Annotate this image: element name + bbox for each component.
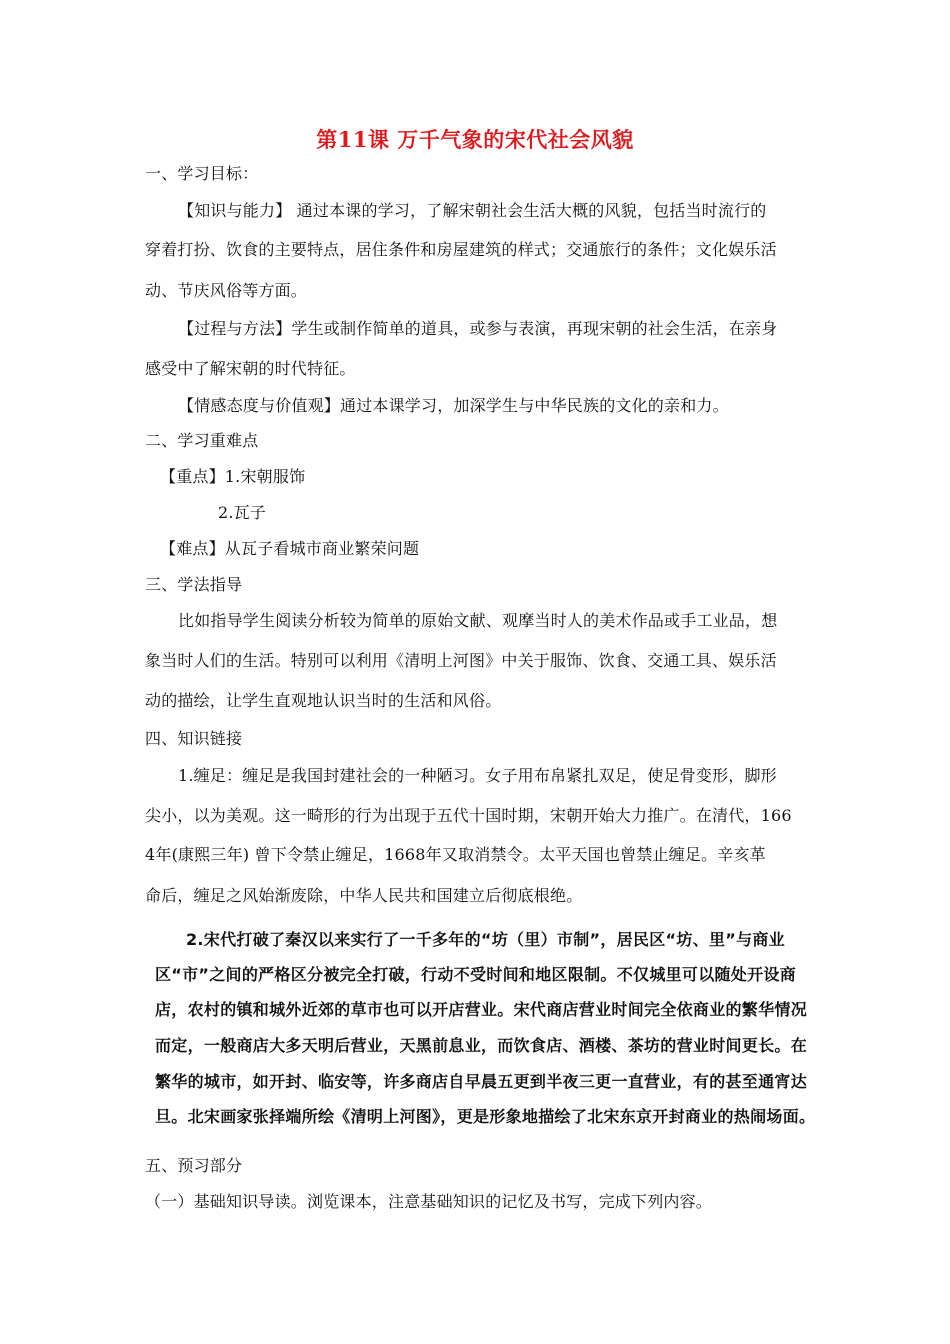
emotion-goal-line: 【情感态度与价值观】通过本课学习，加深学生与中华民族的文化的亲和力。	[178, 396, 729, 415]
market-line-2: 区“市”之间的严格区分被完全打破，行动不受时间和地区限制。不仅城里可以随处开设商	[155, 965, 797, 984]
method-line-1: 比如指导学生阅读分析较为简单的原始文献、观摩当时人的美术作品或手工业品，想	[178, 611, 778, 630]
market-line-6: 旦。北宋画家张择端所绘《清明上河图》，更是形象地描绘了北宋东京开封商业的热闹场面。	[155, 1107, 816, 1126]
method-line-2: 象当时人们的生活。特别可以利用《清明上河图》中关于服饰、饮食、交通工具、娱乐活	[145, 651, 777, 670]
footbinding-line-1: 1.缠足：缠足是我国封建社会的一种陋习。女子用布帛紧扎双足，使足骨变形，脚形	[178, 766, 777, 785]
knowledge-goal-line-2: 穿着打扮、饮食的主要特点，居住条件和房屋建筑的样式；交通旅行的条件；文化娱乐活	[145, 240, 777, 259]
section-4-heading: 四、知识链接	[145, 729, 243, 748]
preview-basic-reading: （一）基础知识导读。浏览课本，注意基础知识的记忆及书写，完成下列内容。	[145, 1192, 713, 1211]
page-title: 第11课 万千气象的宋代社会风貌	[316, 127, 634, 152]
knowledge-goal-line-1: 【知识与能力】 通过本课的学习，了解宋朝社会生活大概的风貌，包括当时流行的	[178, 201, 767, 220]
footbinding-line-3: 4年(康熙三年) 曾下令禁止缠足，1668年又取消禁令。太平天国也曾禁止缠足。辛亥革	[145, 845, 766, 864]
section-5-heading: 五、预习部分	[145, 1156, 243, 1175]
process-goal-line-1: 【过程与方法】学生或制作简单的道具，或参与表演，再现宋朝的社会生活，在亲身	[178, 319, 778, 338]
market-line-3: 店，农村的镇和城外近郊的草市也可以开店营业。宋代商店营业时间完全依商业的繁华情况	[155, 1000, 808, 1019]
method-line-3: 动的描绘，让学生直观地认识当时的生活和风俗。	[145, 691, 502, 710]
footbinding-line-2: 尖小，以为美观。这一畸形的行为出现于五代十国时期，宋朝开始大力推广。在清代，166	[145, 806, 792, 825]
process-goal-line-2: 感受中了解宋朝的时代特征。	[145, 359, 356, 378]
difficulty-point: 【难点】从瓦子看城市商业繁荣问题	[160, 539, 420, 558]
section-1-heading: 一、学习目标：	[145, 164, 259, 183]
key-point-2: 2.瓦子	[218, 503, 267, 522]
section-2-heading: 二、学习重难点	[145, 431, 259, 450]
section-3-heading: 三、学法指导	[145, 575, 243, 594]
market-line-5: 繁华的城市，如开封、临安等，许多商店自早晨五更到半夜三更一直营业，有的甚至通宵达	[155, 1072, 808, 1091]
knowledge-goal-line-3: 动、节庆风俗等方面。	[145, 281, 308, 300]
key-point-1: 【重点】1.宋朝服饰	[160, 467, 306, 486]
market-line-1: 2.宋代打破了秦汉以来实行了一千多年的“坊（里）市制”，居民区“坊、里”与商业	[186, 930, 785, 949]
market-line-4: 而定，一般商店大多天明后营业，天黑前息业，而饮食店、酒楼、茶坊的营业时间更长。在	[155, 1036, 808, 1055]
footbinding-line-4: 命后，缠足之风始渐废除，中华人民共和国建立后彻底根绝。	[145, 886, 583, 905]
